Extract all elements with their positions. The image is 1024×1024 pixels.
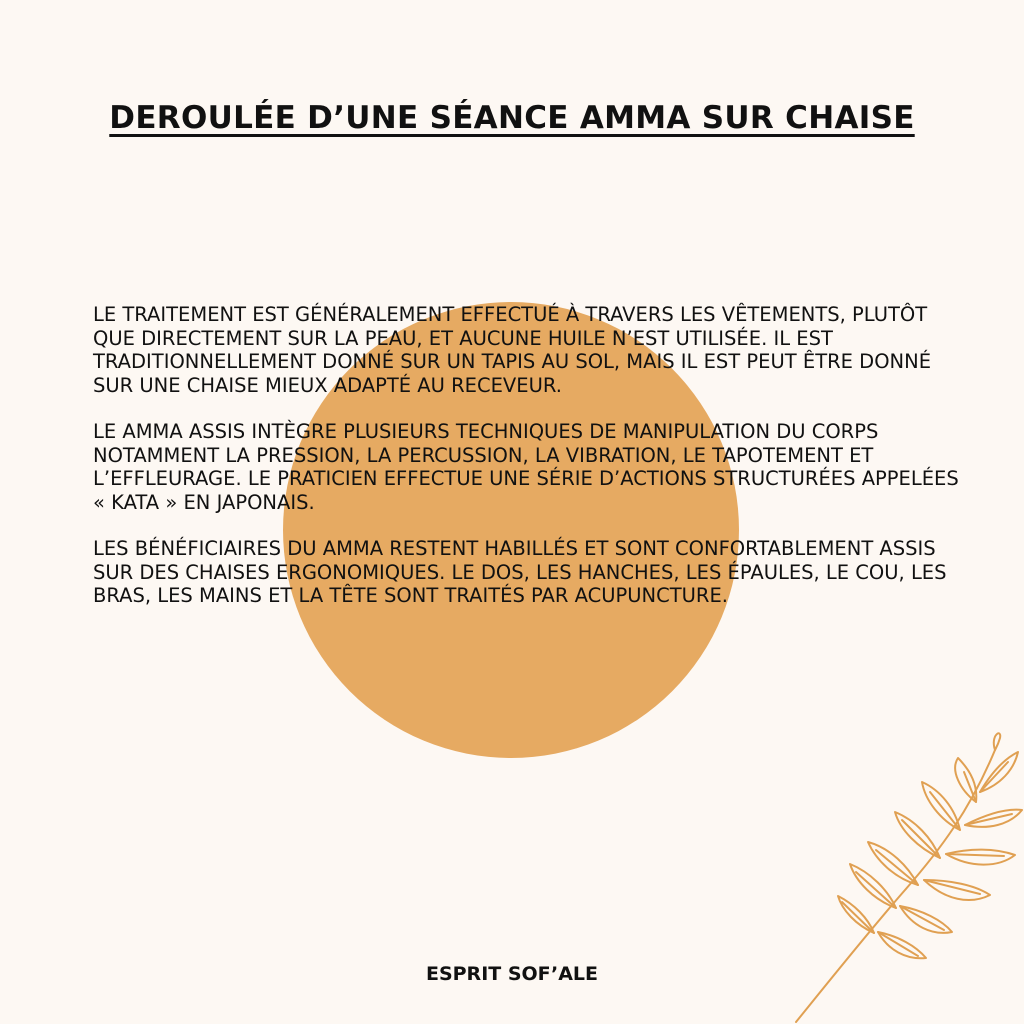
body-text [93, 303, 963, 631]
paragraph-2: LE AMMA ASSIS INTÈGRE PLUSIEURS TECHNIQUES DE MANIPULATION DU CORPS NOTAMMENT LA PRESSION, LA PERCUSSION, LA VIBRATION, LE TAPOTEMENT ET L’EFFLEURAGE. LE PRATICIEN EFFECTUE UNE SÉRIE D’ACTIONS STRUCTURÉES APPELÉES « KATA » EN JAPONAIS. [93, 420, 959, 514]
brand-footer: ESPRIT SOF’ALE [425, 963, 599, 985]
paragraph-3: LES BÉNÉFICIAIRES DU AMMA RESTENT HABILLÉS ET SONT CONFORTABLEMENT ASSIS SUR DES CHAISES ERGONOMIQUES. LE DOS, LES HANCHES, LES ÉPAULES, LE COU, LES BRAS, LES MAINS ET LA TÊTE SONT TRAITÉS PAR ACUPUNCTURE. [93, 537, 947, 607]
page-title-text: DEROULÉE D’UNE SÉANCE AMMA SUR CHAISE [109, 100, 915, 136]
paragraph-1: LE TRAITEMENT EST GÉNÉRALEMENT EFFECTUÉ À TRAVERS LES VÊTEMENTS, PLUTÔT QUE DIRECTEMENT SUR LA PEAU, ET AUCUNE HUILE N’EST UTILISÉE. IL EST TRADITIONNELLEMENT DONNÉ SUR UN TAPIS AU SOL, MAIS IL EST PEUT ÊTRE DONNÉ SUR UNE CHAISE MIEUX ADAPTÉ AU RECEVEUR. [93, 303, 932, 397]
page-title [0, 100, 1024, 136]
